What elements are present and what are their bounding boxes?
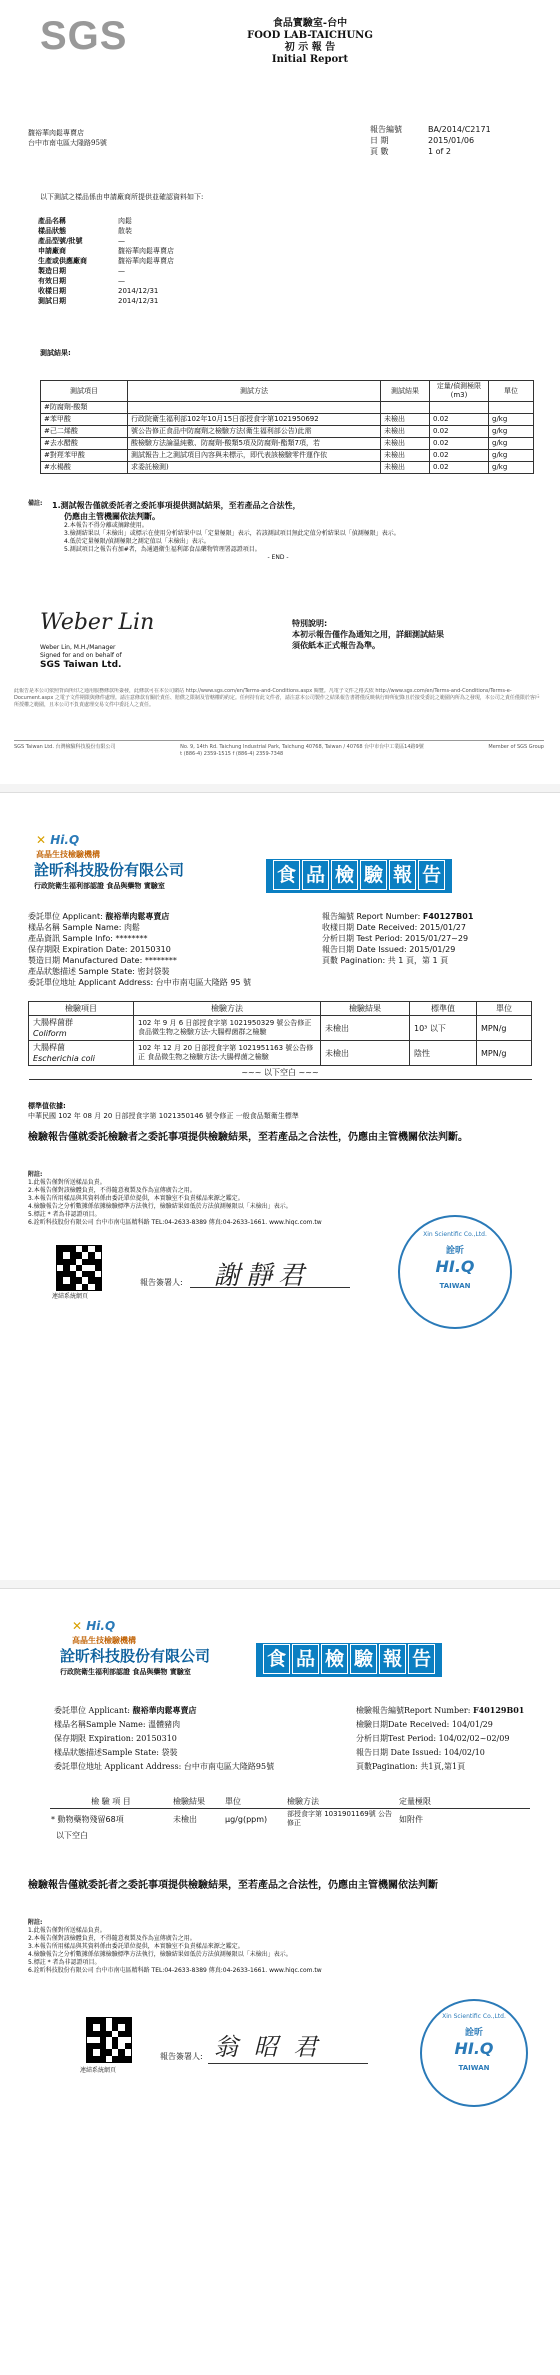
footer-address-block bbox=[180, 744, 424, 758]
company-sub: 行政院衛生福利部認證 食品與藥物 實驗室 bbox=[60, 1668, 191, 1676]
field-row: 產品資訊 Sample Info: ******** bbox=[28, 934, 148, 943]
legal-statement: 檢驗報告僅就委託檢驗者之委託事項提供檢驗結果，至若產品之合法性，仍應由主管機關依法判斷。 bbox=[28, 1132, 468, 1143]
notes bbox=[28, 500, 528, 562]
table-row: #苯甲酸 行政院衛生福利部102年10月15日部授食字第1021950692 未檢出 0.02 g/kg bbox=[41, 414, 534, 426]
note-line: 1.此報告僅對所送樣品負責。 bbox=[28, 1927, 106, 1934]
field-row: 檢驗報告編號Report Number: F40129B01 bbox=[356, 1705, 525, 1715]
company-sub: 行政院衛生福利部認證 食品與藥物 實驗室 bbox=[34, 882, 165, 890]
brand-group: 高晶生技檢驗機構 bbox=[36, 850, 100, 859]
company-name: 詮昕科技股份有限公司 bbox=[60, 1647, 211, 1665]
lab-name-zh: 食品實驗室-台中 bbox=[272, 18, 348, 29]
signer-company: SGS Taiwan Ltd. bbox=[40, 660, 122, 670]
table-row: * 動物藥物殘留68項 未檢出 μg/g(ppm) 部授食字第 1031901169號 公告修正 如附件 bbox=[51, 1810, 423, 1827]
info-row: 申請廠商 馥裕華肉鬆專賣店 bbox=[38, 247, 174, 255]
fields-left bbox=[54, 1705, 354, 1772]
table-row: 大腸桿菌群 Coliform 102 年 9 月 6 日部授食字第 1021950329 號公告修正 食品微生物之檢驗方法-大腸桿菌群之檢驗 未檢出 10³ 以下 MPN/g bbox=[29, 1016, 532, 1041]
footer-company: SGS Taiwan Ltd. 台灣檢驗科技股份有限公司 bbox=[14, 744, 116, 750]
note-line: 4.檢驗報告之分析數據係依據檢驗標準方法執行，檢驗結果如低於方法偵測極限以「未檢出」表示。 bbox=[28, 1951, 292, 1958]
qr-code-icon[interactable] bbox=[56, 1245, 102, 1291]
table-row: #己二烯酸 號公告修正食品中防腐劑之檢驗方法(衛生福利部公告)此需 未檢出 0.02 g/kg bbox=[41, 426, 534, 438]
note-line: 6.詮昕科技股份有限公司 台中市南屯區精科路 TEL:04-2633-8389 傳真:04-2633-1661. www.hiqc.com.tw bbox=[28, 1967, 322, 1974]
table-row: #去水醋酸 酸檢驗方法論溫純數、防腐劑-酸類5項及防腐劑-酯類7項，若 未檢出 0.02 g/kg bbox=[41, 438, 534, 450]
company-name: 詮昕科技股份有限公司 bbox=[34, 861, 185, 879]
field-row: 報告日期 Date Issued: 104/02/10 bbox=[356, 1748, 485, 1757]
table-row: 以下空白 bbox=[56, 1831, 88, 1840]
meta-value: 2015/01/06 bbox=[428, 136, 475, 145]
field-row: 保存期限 Expiration Date: 20150310 bbox=[28, 945, 171, 954]
info-row: 製造日期 — bbox=[38, 267, 125, 275]
signature-line bbox=[208, 2063, 368, 2064]
report-meta bbox=[370, 124, 540, 157]
field-row: 委託單位 Applicant: 馥裕華肉鬆專賣店 bbox=[28, 912, 170, 921]
field-row: 頁數Pagination: 共1頁,第1頁 bbox=[356, 1762, 466, 1771]
notes-title: 備註: bbox=[28, 500, 43, 507]
note-line: 仍應由主管機關依法判斷。 bbox=[64, 512, 160, 521]
field-row: 收樣日期 Date Received: 2015/01/27 bbox=[322, 923, 466, 932]
footer-address: No. 9, 14th Rd. Taichung Industrial Park, Taichung 40768, Taiwan / 40768 台中市台中工業區14路9號 bbox=[180, 744, 424, 750]
brand-group: 高晶生技檢驗機構 bbox=[72, 1636, 136, 1645]
table-row: #對羥苯甲酸 測試報告上之測試項目內容與未標示，即代表該檢驗零件運作依 未檢出 0.02 g/kg bbox=[41, 450, 534, 462]
legal-statement: 檢驗報告僅就委託者之委託事項提供檢驗結果，至若產品之合法性，仍應由主管機關依法判斷 bbox=[28, 1880, 438, 1891]
info-row: 有效日期 — bbox=[38, 277, 125, 285]
meta-row bbox=[370, 146, 540, 157]
client-block bbox=[28, 128, 107, 148]
lab-name-en: FOOD LAB-TAICHUNG bbox=[247, 30, 373, 41]
info-row: 生產或供應廠商 馥裕華肉鬆專賣店 bbox=[38, 257, 174, 265]
qr-caption: 連結系統網頁 bbox=[80, 2067, 117, 2074]
field-row: 委託單位地址 Applicant Address: 台中市南屯區大隆路95號 bbox=[54, 1762, 275, 1771]
signer-label: 報告簽署人: bbox=[160, 2052, 203, 2061]
table-header: 檢 驗 項 目 檢驗結果 單位 檢驗方法 定量極限 bbox=[50, 1795, 530, 1809]
field-row: 檢驗日期Date Received: 104/01/29 bbox=[356, 1720, 493, 1729]
note-line: 1.此報告僅對所送樣品負責。 bbox=[28, 1179, 106, 1186]
special-note bbox=[292, 618, 444, 651]
report-banner: 食 品 檢 驗 報 告 bbox=[256, 1643, 442, 1677]
report-type-en: Initial Report bbox=[271, 54, 349, 65]
field-row: 頁數 Pagination: 共 1 頁，第 1 頁 bbox=[322, 956, 449, 965]
special-line: 須依紙本正式報告為準。 bbox=[292, 641, 380, 650]
meta-row bbox=[370, 135, 540, 146]
results-table bbox=[50, 1795, 530, 1842]
notes bbox=[28, 1919, 538, 1975]
stamp-mid: 詮昕 bbox=[464, 2028, 483, 2038]
field-row: 分析日期 Test Period: 2015/01/27~29 bbox=[322, 934, 469, 943]
hiq-mark-icon: ✕ bbox=[72, 1619, 83, 1633]
signer-label: 報告簽署人: bbox=[140, 1278, 183, 1287]
info-row: 產品型號/批號 — bbox=[38, 237, 125, 245]
signer-role: Signed for and on behalf of bbox=[40, 652, 122, 659]
meta-label: 日 期 bbox=[370, 136, 389, 145]
signer-name: Weber Lin, M.H./Manager bbox=[40, 644, 116, 651]
hiq-brand: Hi.Q bbox=[50, 833, 80, 847]
end-marker: - END - bbox=[267, 554, 289, 561]
note-line: 5.標註 * 者為非認證項目。 bbox=[28, 1211, 101, 1218]
lab-stamp bbox=[398, 1215, 512, 1329]
table-header: 檢驗項目 檢驗方法 檢驗結果 標準值 單位 bbox=[29, 1002, 532, 1016]
hiq-brand: Hi.Q bbox=[86, 1619, 116, 1633]
info-row: 收樣日期 2014/12/31 bbox=[38, 287, 159, 295]
results-table bbox=[40, 380, 534, 474]
stamp-logo: HI.Q bbox=[435, 1257, 475, 1276]
notes-title: 附註: bbox=[28, 1171, 43, 1178]
note-line: 2.本報告僅對該檢體負責，不得隨意複製及作為宣傳廣告之用。 bbox=[28, 1935, 196, 1942]
note-line: 2.本報告僅對該檢體負責，不得隨意複製及作為宣傳廣告之用。 bbox=[28, 1187, 196, 1194]
sample-info bbox=[38, 216, 298, 306]
fine-print: 此報告是本公司依照背面所印之通用服務條款所簽發，此條款可在本公司網站 http://www.sgs.com/en/Terms-and-Conditions.aspx 閱覽。凡電子文件之格式依 http://www.sgs.com/en/Terms-and-Conditions/Terms-e-Document.aspx 之電子文件期限與條件處理。請注意條款有關於責任、賠償之限制及管轄權的約定。任何持有此文件者，請注意本公司製作之結果報告書將僅反映執行時所紀錄且於接受委託之範圍內所為之發現，本公司之責任僅限於客戶所授權之範圍，且本公司不負責處理交易文件中委託人之責任。 bbox=[14, 688, 540, 708]
note-line: 6.詮昕科技股份有限公司 台中市南屯區精科路 TEL:04-2633-8389 傳真:04-2633-1661. www.hiqc.com.tw bbox=[28, 1219, 322, 1226]
intro-text: 以下測試之樣品係由申請廠商所提供並確認資料如下: bbox=[40, 193, 204, 201]
lab-stamp bbox=[420, 1999, 528, 2107]
stamp-top: Xin Scientific Co.,Ltd. bbox=[442, 2013, 506, 2020]
standard-title: 標準值依據: bbox=[28, 1102, 66, 1110]
table-row: #防腐劑-酸類 bbox=[41, 402, 534, 414]
footer-member: Member of SGS Group bbox=[488, 744, 544, 750]
standard-text: 中華民國 102 年 08 月 20 日部授食字第 1021350146 號令修正 一般食品類衛生標準 bbox=[28, 1112, 299, 1120]
meta-row bbox=[370, 124, 540, 135]
signature: 翁 昭 君 bbox=[214, 2033, 322, 2061]
note-line: 1.測試報告僅就委託者之委託事項提供測試結果，至若產品之合法性， bbox=[52, 501, 301, 510]
table-header: 測試項目 測試方法 測試結果 定量/偵測極限(m3) 單位 bbox=[41, 381, 534, 402]
special-line: 本初示報告僅作為通知之用，詳細測試結果 bbox=[292, 630, 444, 639]
results-table bbox=[28, 1001, 532, 1080]
info-row: 產品名稱 肉鬆 bbox=[38, 217, 132, 225]
hiq-logo bbox=[72, 1619, 115, 1633]
page-divider bbox=[0, 1580, 560, 1588]
signature: Weber Lin bbox=[40, 610, 155, 635]
hiq-report-page-1 bbox=[0, 792, 560, 1579]
signer-block bbox=[40, 644, 122, 671]
stamp-top: Xin Scientific Co.,Ltd. bbox=[423, 1231, 487, 1238]
report-banner: 食 品 檢 驗 報 告 bbox=[266, 859, 452, 893]
report-header bbox=[240, 18, 380, 66]
meta-label: 頁 數 bbox=[370, 147, 389, 156]
note-line: 4.檢驗報告之分析數據係依據檢驗標準方法執行，檢驗結果如低於方法偵測極限以「未檢出」表示。 bbox=[28, 1203, 292, 1210]
field-row: 樣品狀態描述Sample State: 袋裝 bbox=[54, 1748, 178, 1757]
qr-code-icon[interactable] bbox=[86, 2017, 132, 2063]
report-type-zh: 初 示 報 告 bbox=[284, 42, 336, 53]
table-row: #水楊酸 求委託檢測) 未檢出 0.02 g/kg bbox=[41, 462, 534, 474]
meta-value: BA/2014/C2171 bbox=[428, 125, 491, 134]
table-row: ~~~ 以下空白 ~~~ bbox=[29, 1066, 532, 1080]
note-line: 3.檢測結果以「未檢出」或標示在使用分析結果中以「定量極限」表示，若該測試項目無此定值分析結果以「偵測極限」表示。 bbox=[64, 530, 400, 537]
info-row: 樣品狀態 散裝 bbox=[38, 227, 132, 235]
field-row: 委託單位 Applicant: 馥裕華肉鬆專賣店 bbox=[54, 1705, 197, 1715]
info-row: 測試日期 2014/12/31 bbox=[38, 297, 159, 305]
standard-basis bbox=[28, 1101, 532, 1121]
footer-tel: t (886-4) 2359-1515 f (886-4) 2359-7348 bbox=[180, 751, 284, 757]
stamp-logo: HI.Q bbox=[454, 2039, 494, 2058]
results-title: 測試結果: bbox=[40, 349, 71, 357]
meta-value: 1 of 2 bbox=[428, 147, 451, 156]
field-row: 保存期限 Expiration: 20150310 bbox=[54, 1734, 177, 1743]
note-line: 5.標註 * 者為非認證項目。 bbox=[28, 1959, 101, 1966]
notes-title: 附註: bbox=[28, 1919, 43, 1926]
stamp-mid: 詮昕 bbox=[445, 1246, 464, 1256]
field-row: 委託單位地址 Applicant Address: 台中市南屯區大隆路 95 號 bbox=[28, 978, 252, 987]
client-name: 馥裕華肉鬆專賣店 bbox=[28, 129, 84, 137]
special-title: 特別說明: bbox=[292, 619, 328, 628]
field-row: 產品狀態描述 Sample State: 密封袋裝 bbox=[28, 967, 170, 976]
sgs-report-page bbox=[0, 0, 560, 784]
field-row: 報告編號 Report Number: F40127B01 bbox=[322, 912, 474, 921]
field-row: 報告日期 Date Issued: 2015/01/29 bbox=[322, 945, 456, 954]
note-line: 5.測試項目之報告有加#者，為通過衛生福利部食品藥物管理署認證項目。 bbox=[64, 546, 261, 553]
note-line: 4.低於定量極限/偵測極限之測定值以「未檢出」表示。 bbox=[64, 538, 210, 545]
note-line: 3.本報告所用樣品與其資料係由委託單位提供，本實驗室不負責樣品來源之鑑定。 bbox=[28, 1195, 244, 1202]
fields-left bbox=[28, 911, 318, 988]
fields-right bbox=[356, 1705, 546, 1772]
table-row: 大腸桿菌 Escherichia coli 102 年 12 月 20 日部授食字第 1021951163 號公告修正 食品微生物之檢驗方法-大腸桿菌之檢驗 未檢出 陰性 MPN/g bbox=[29, 1041, 532, 1066]
page-footer bbox=[14, 740, 544, 758]
hiq-mark-icon: ✕ bbox=[36, 833, 47, 847]
qr-caption: 連結系統網頁 bbox=[52, 1293, 89, 1300]
note-line: 2.本報告不得分離或摘錄使用。 bbox=[64, 522, 148, 529]
hiq-report-page-2 bbox=[0, 1588, 560, 2375]
sgs-logo: SGS bbox=[40, 14, 128, 58]
stamp-bottom: TAIWAN bbox=[439, 1282, 471, 1290]
stamp-bottom: TAIWAN bbox=[458, 2064, 490, 2072]
field-row: 樣品名稱 Sample Name: 肉鬆 bbox=[28, 923, 140, 932]
signature: 謝靜君 bbox=[214, 1261, 311, 1291]
client-address: 台中市南屯區大隆路95號 bbox=[28, 139, 107, 147]
page-divider bbox=[0, 784, 560, 792]
hiq-logo bbox=[36, 833, 79, 847]
field-row: 樣品名稱Sample Name: 溫體豬肉 bbox=[54, 1720, 181, 1729]
meta-label: 報告編號 bbox=[370, 125, 402, 134]
field-row: 製造日期 Manufactured Date: ******** bbox=[28, 956, 177, 965]
fields-right bbox=[322, 911, 542, 966]
field-row: 分析日期Test Period: 104/02/02~02/09 bbox=[356, 1734, 510, 1743]
note-line: 3.本報告所用樣品與其資料係由委託單位提供，本實驗室不負責樣品來源之鑑定。 bbox=[28, 1943, 244, 1950]
